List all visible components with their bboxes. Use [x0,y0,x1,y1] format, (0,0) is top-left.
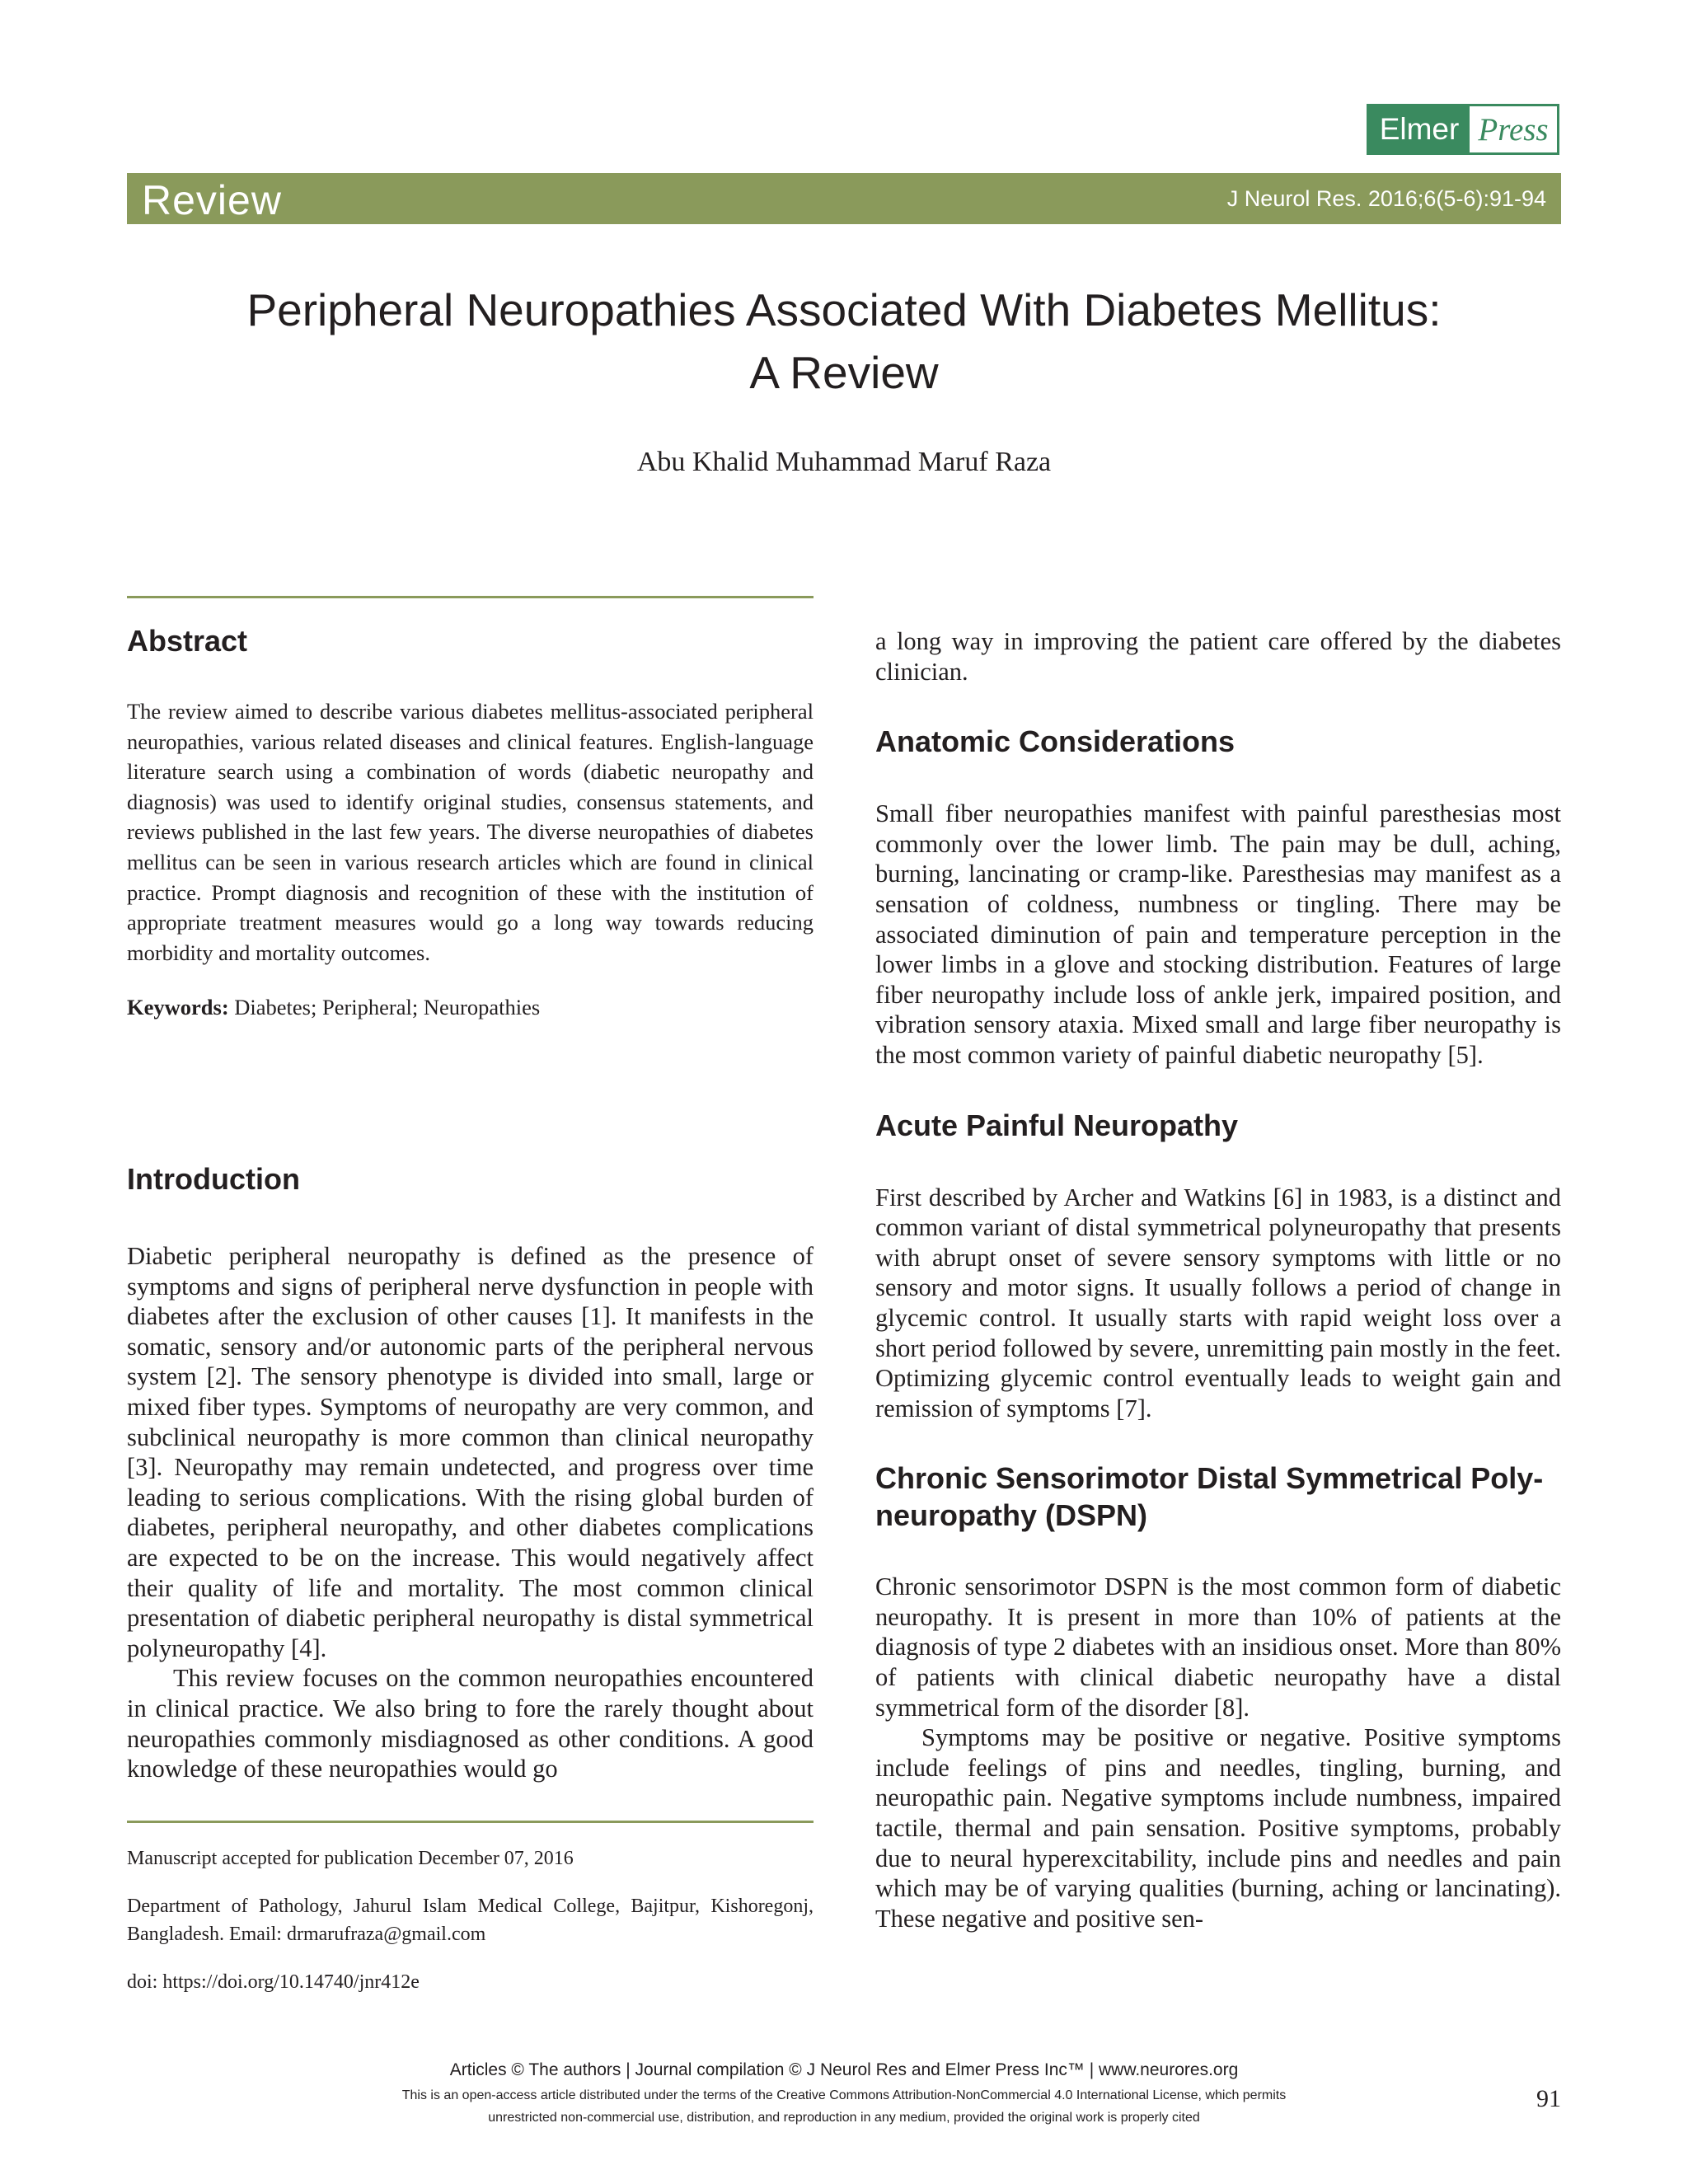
footer-license-line2: unrestricted non-commercial use, distribution, and reproduction in any medium, provided the original work is properly cited [488,2111,1200,2125]
right-column [875,626,1561,1933]
footer-copyright-line: Articles © The authors | Journal compilation © J Neurol Res and Elmer Press Inc™ | www.neurores.org [449,2060,1239,2079]
chronic-heading-line1: Chronic Sensorimotor Distal Symmetrical Poly- [875,1461,1544,1496]
manuscript-notes [127,1844,814,1996]
publisher-logo-part2: Press [1478,111,1549,148]
keywords-value: Diabetes; Peripheral; Neuropathies [234,995,541,1020]
publisher-logo-part1: Elmer [1369,106,1470,152]
chronic-paragraph-2: Symptoms may be positive or negative. Positive symptoms include feelings of pins and needles, tingling, burning, and neuropathic pain. Negative symptoms include numbness, impaired tactile, thermal and pain sensation. Positive symptoms, probably due to neural hyperexcitability, include pins and needles and pain which may be of varying qualities (burning, aching or lancinating). These negative and positive sen- [875,1723,1561,1933]
keywords-label: Keywords: [127,995,229,1020]
doi-note: doi: https://doi.org/10.14740/jnr412e [127,1971,420,1993]
acute-heading: Acute Painful Neuropathy [875,1108,1239,1142]
affiliation-note: Department of Pathology, Jahurul Islam Medical College, Bajitpur, Kishoregonj, Bangladesh. Email: drmarufraza@gmail.com [127,1896,814,1945]
author-name: Abu Khalid Muhammad Maruf Raza [636,447,1052,477]
anatomic-heading: Anatomic Considerations [875,724,1236,759]
article-title-line2: A Review [749,347,939,398]
introduction-paragraph-1: Diabetic peripheral neuropathy is defined as the presence of symptoms and signs of peripheral nerve dysfunction in people with diabetes after the exclusion of other causes [1]. It manifests in the somatic, sensory and/or autonomic parts of the peripheral nervous system [2]. The sensory phenotype is divided into small, large or mixed fiber types. Symptoms of neuropathy are very common, and subclinical neuropathy is more common than clinical neuropathy [3]. Neuropathy may remain undetected, and progress over time leading to serious complications. With the rising global burden of diabetes, peripheral neuropathy, and other diabetes complications are expected to be on the increase. This would negatively affect their quality of life and mortality. The most common clinical presentation of diabetic peripheral neuropathy is distal symmetrical polyneuropathy [4]. [127,1242,814,1662]
journal-citation: J Neurol Res. 2016;6(5-6):91-94 [1226,186,1546,211]
abstract-heading: Abstract [127,624,248,658]
footer-license-line1: This is an open-access article distributed under the terms of the Creative Commons Attribution-NonCommercial 4.0 International License, which permits [401,2088,1287,2102]
introduction-section [127,1160,814,1784]
publisher-logo [1367,104,1559,155]
chronic-paragraph-1: Chronic sensorimotor DSPN is the most common form of diabetic neuropathy. It is present in more than 10% of patients at the diagnosis of type 2 diabetes with an insidious onset. More than 80% of patients with clinical diabetic neuropathy have a distal symmetrical form of the disorder [8]. [875,1572,1561,1722]
abstract-text: The review aimed to describe various diabetes mellitus-associated peripheral neuropathies, various related diseases and clinical features. English-language literature search using a combination of words (diabetic neuropathy and diagnosis) was used to identify original studies, consensus statements, and reviews published in the last few years. The diverse neuropathies of diabetes mellitus can be seen in various research articles which are found in clinical practice. Prompt diagnosis and recognition of these with the institution of appropriate treatment measures would go a long way towards reducing morbidity and mortality outcomes. [127,699,814,965]
page-number: 91 [1536,2085,1561,2112]
introduction-continuation: a long way in improving the patient care offered by the diabetes clinician. [875,627,1561,686]
chronic-heading-line2: neuropathy (DSPN) [875,1498,1148,1533]
article-type-label: Review [142,177,282,223]
article-banner [127,173,1561,224]
acute-text: First described by Archer and Watkins [6] in 1983, is a distinct and common variant of distal symmetrical polyneuropathy that presents with abrupt onset of severe sensory symptoms with little or no sensory and motor signs. It usually follows a period of change in glycemic control. It usually starts with rapid weight loss over a short period followed by severe, unremitting pain mostly in the feet. Optimizing glycemic control eventually leads to weight gain and remission of symptoms [7]. [875,1183,1561,1422]
article-title [127,279,1561,404]
introduction-heading: Introduction [127,1162,300,1196]
keywords-line [127,992,814,1023]
notes-rule [127,1821,814,1823]
abstract-top-rule [127,596,814,598]
chronic-heading [875,1460,1561,1534]
article-title-line1: Peripheral Neuropathies Associated With Diabetes Mellitus: [246,284,1442,335]
anatomic-text: Small fiber neuropathies manifest with painful paresthesias most commonly over the lower limb. The pain may be dull, aching, burning, lancinating or cramp-like. Paresthesias may manifest as a sensation of coldness, numbness or tingling. There may be associated diminution of pain and temperature perception in the lower limbs in a glove and stocking distribution. Features of large fiber neuropathy include loss of ankle jerk, impaired position, and vibration sensory ataxia. Mixed small and large fiber neuropathy is the most common variety of painful diabetic neuropathy [5]. [875,799,1561,1069]
introduction-paragraph-2: This review focuses on the common neuropathies encountered in clinical practice. We also bring to fore the rarely thought about neuropathies commonly misdiagnosed as other conditions. A good knowledge of these neuropathies would go [127,1664,814,1783]
accepted-date-note: Manuscript accepted for publication December 07, 2016 [127,1848,574,1869]
abstract-section [127,622,814,1023]
